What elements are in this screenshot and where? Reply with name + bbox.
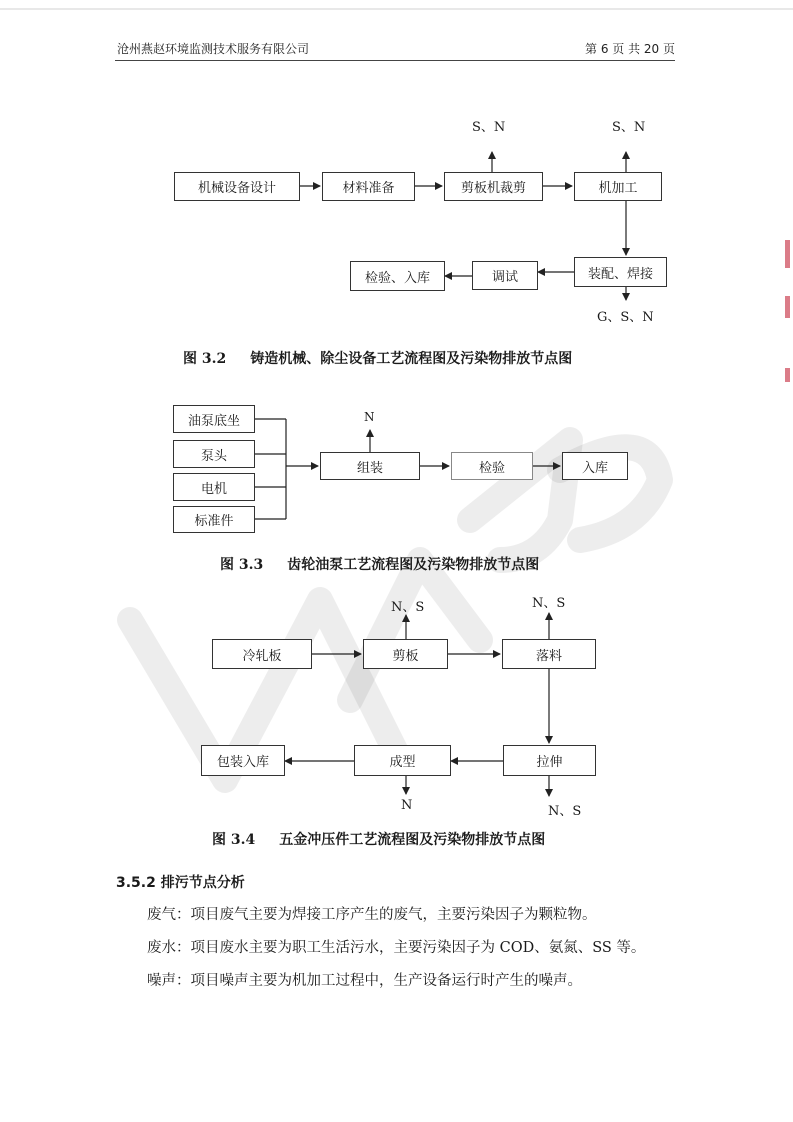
paragraph-exhaust-gas: 废气：项目废气主要为焊接工序产生的废气，主要污染因子为颗粒物。 xyxy=(147,907,597,923)
node-inspection-storage: 检验、入库 xyxy=(350,261,445,291)
node-blanking: 落料 xyxy=(502,639,596,669)
figure-number: 图 3.4 xyxy=(212,832,256,848)
node-packaging-storage: 包装入库 xyxy=(201,745,285,776)
seal-fragment xyxy=(785,296,790,318)
figure-title: 铸造机械、除尘设备工艺流程图及污染物排放节点图 xyxy=(250,351,573,367)
emission-label: G、S、N xyxy=(597,310,654,325)
node-machining: 机加工 xyxy=(574,172,662,201)
paragraph-noise: 噪声：项目噪声主要为机加工过程中，生产设备运行时产生的噪声。 xyxy=(147,973,582,989)
figure-number: 图 3.2 xyxy=(183,351,227,367)
paragraph-wastewater: 废水：项目废水主要为职工生活污水，主要污染因子为 COD、氨氮、SS 等。 xyxy=(147,940,646,956)
node-cold-rolled-plate: 冷轧板 xyxy=(212,639,312,669)
emission-label: N、S xyxy=(532,596,566,611)
figure-number: 图 3.3 xyxy=(220,557,264,573)
figure-caption xyxy=(220,554,539,574)
company-name: 沧州燕赵环境监测技术服务有限公司 xyxy=(117,42,310,56)
seal-fragment xyxy=(785,368,790,382)
node-forming: 成型 xyxy=(354,745,451,776)
node-cut-plate: 剪板 xyxy=(363,639,448,669)
section-heading: 3.5.2 排污节点分析 xyxy=(116,875,245,891)
input-motor: 电机 xyxy=(173,473,255,501)
figure-caption xyxy=(212,829,545,849)
emission-label: N、S xyxy=(548,804,582,819)
node-assemble: 组装 xyxy=(320,452,420,480)
emission-label: N xyxy=(364,410,375,424)
page-number: 第 6 页 共 20 页 xyxy=(585,42,675,56)
node-shearing: 剪板机裁剪 xyxy=(444,172,543,201)
input-pump-base: 油泵底坐 xyxy=(173,405,255,433)
emission-label: S、N xyxy=(472,120,506,135)
node-machine-design: 机械设备设计 xyxy=(174,172,300,201)
node-stretching: 拉伸 xyxy=(503,745,596,776)
emission-label: S、N xyxy=(612,120,646,135)
figure-title: 齿轮油泵工艺流程图及污染物排放节点图 xyxy=(287,557,540,573)
figure-caption xyxy=(183,348,572,368)
input-standard-parts: 标准件 xyxy=(173,506,255,533)
node-material-prep: 材料准备 xyxy=(322,172,415,201)
node-storage: 入库 xyxy=(562,452,628,480)
emission-label: N xyxy=(401,798,413,813)
node-inspect: 检验 xyxy=(451,452,533,480)
node-assembly-welding: 装配、焊接 xyxy=(574,257,667,287)
node-debugging: 调试 xyxy=(472,261,538,290)
emission-label: N、S xyxy=(391,600,425,615)
seal-fragment xyxy=(785,240,790,268)
input-pump-head: 泵头 xyxy=(173,440,255,468)
figure-title: 五金冲压件工艺流程图及污染物排放节点图 xyxy=(279,832,546,848)
